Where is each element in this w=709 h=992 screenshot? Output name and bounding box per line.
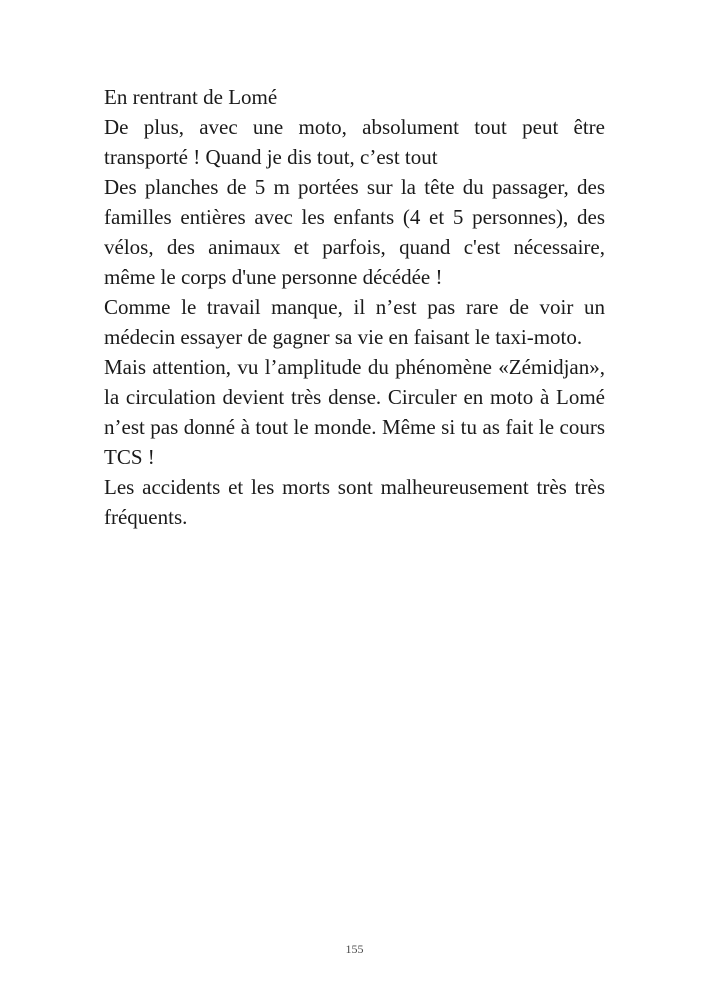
paragraph: Des planches de 5 m portées sur la tête du passager, des familles entières avec les enfants (4 et 5 personnes), des vélos, des animaux et parfois, quand c'est nécessaire, même le corps d'une personne décédée ! (104, 175, 605, 289)
body-text (104, 82, 605, 532)
paragraph: Mais attention, vu l’amplitude du phénomène «Zémidjan», la circulation devient très dense. Circuler en moto à Lomé n’est pas donné à tout le monde. Même si tu as fait le cours TCS ! (104, 355, 605, 469)
paragraph: Les accidents et les morts sont malheureusement très très fréquents. (104, 475, 605, 529)
paragraph: De plus, avec une moto, absolument tout peut être transporté ! Quand je dis tout, c’est tout (104, 115, 605, 169)
paragraph-heading: En rentrant de Lomé (104, 85, 278, 109)
paragraph: Comme le travail manque, il n’est pas rare de voir un médecin essayer de gagner sa vie en faisant le taxi-moto. (104, 295, 605, 349)
page-number: 155 (345, 942, 364, 956)
